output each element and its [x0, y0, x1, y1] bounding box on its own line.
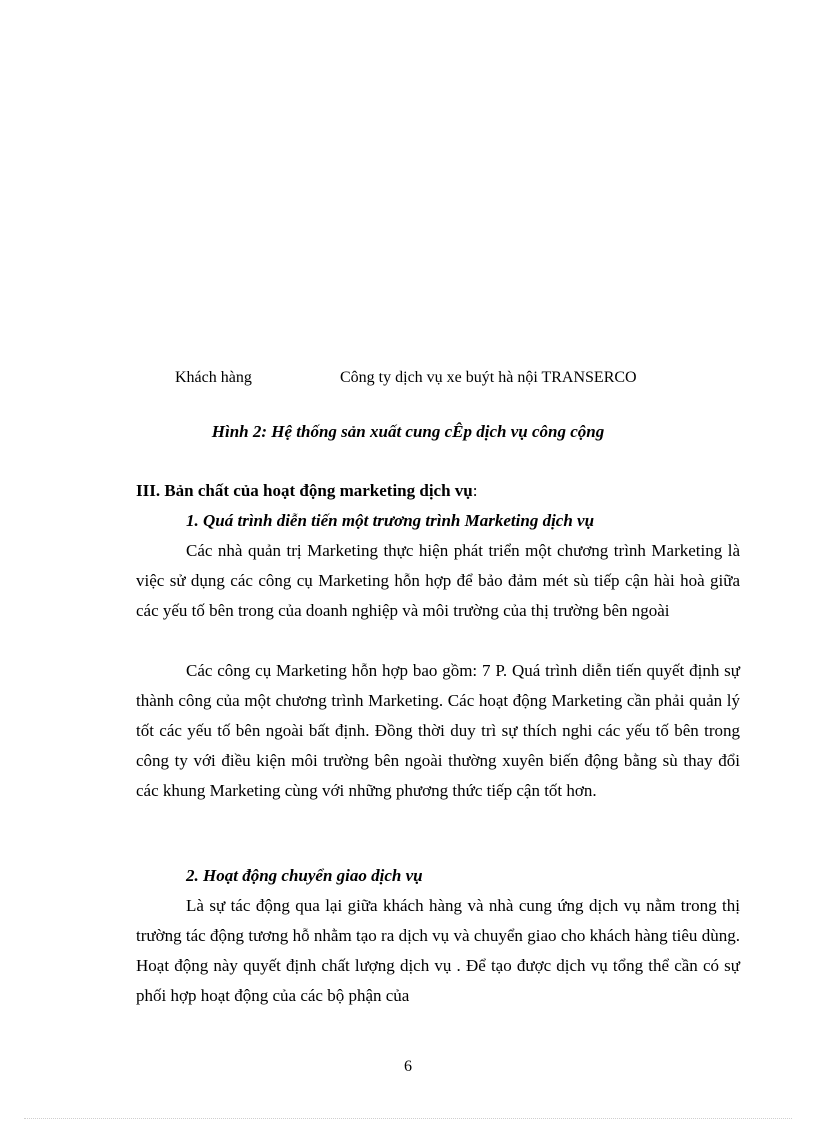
- subsection-1-heading: 1. Quá trình diễn tiến một trương trình Marketing dịch vụ: [186, 511, 595, 530]
- subsection-1-paragraph-2: Các công cụ Marketing hỗn hợp bao gồm: 7 P. Quá trình diễn tiến quyết định sự thành công của một chương trình Marketing. Các hoạt động Marketing cần phải quản lý tốt các yếu tố bên ngoài bất định. Đồng thời duy trì sự thích nghi các yếu tố bên trong công ty với điều kiện môi trường bên ngoài thường xuyên biến động bằng sù thay đổi các khung Marketing cùng với những phương thức tiếp cận tốt hơn.: [136, 661, 740, 800]
- diagram-label-customer: Khách hàng: [175, 369, 252, 386]
- subsection-2-heading: 2. Hoạt động chuyển giao dịch vụ: [186, 866, 423, 885]
- section-heading-text: III. Bản chất của hoạt động marketing dịch vụ: [136, 481, 473, 500]
- subsection-1-paragraph-1: Các nhà quản trị Marketing thực hiện phát triển một chương trình Marketing là việc sử dụng các công cụ Marketing hỗn hợp để bảo đảm mét sù tiếp cận hài hoà giữa các yếu tố bên trong của doanh nghiệp và môi trường của thị trường bên ngoài: [136, 541, 740, 620]
- subsection-2-paragraph-1: Là sự tác động qua lại giữa khách hàng và nhà cung ứng dịch vụ nằm trong thị trường tác động tương hỗ nhằm tạo ra dịch vụ và chuyển giao cho khách hàng tiêu dùng. Hoạt động này quyết định chất lượng dịch vụ . Để tạo được dịch vụ tổng thể cần có sự phối hợp hoạt động của các bộ phận của: [136, 896, 740, 1005]
- figure-caption: Hình 2: Hệ thống sản xuất cung cÊp dịch vụ công cộng: [211, 422, 605, 441]
- section-heading: [136, 481, 478, 501]
- page-bottom-rule: [24, 1118, 792, 1119]
- section-heading-colon: :: [472, 481, 478, 500]
- page-number: 6: [404, 1058, 412, 1075]
- diagram-label-company: Công ty dịch vụ xe buýt hà nội TRANSERCO: [340, 369, 637, 386]
